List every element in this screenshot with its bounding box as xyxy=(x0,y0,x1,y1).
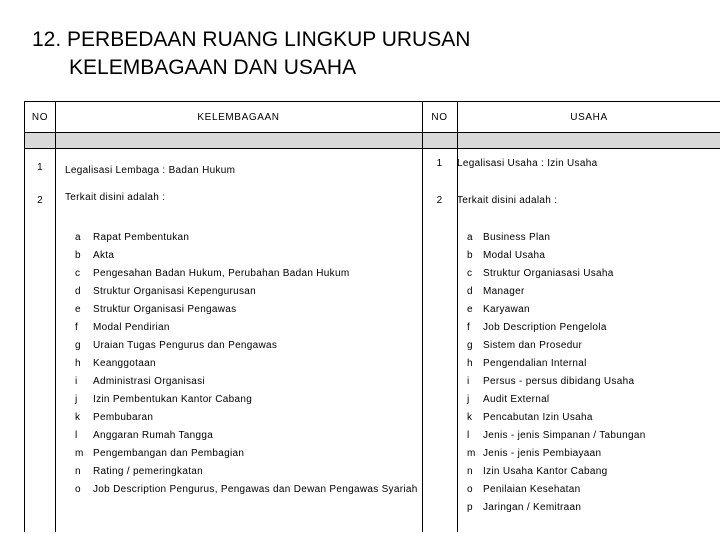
kelembagaan-item-text: Administrasi Organisasi xyxy=(93,376,205,387)
kelembagaan-item-letter: d xyxy=(75,286,81,297)
usaha-item-text: Jenis - jenis Pembiayaan xyxy=(483,448,602,459)
kelembagaan-item-letter: f xyxy=(75,322,79,333)
page-title xyxy=(32,26,470,82)
kelembagaan-item-text: Rating / pemeringkatan xyxy=(93,466,203,477)
usaha-item-letter: p xyxy=(467,502,473,513)
usaha-item-letter: f xyxy=(467,322,471,333)
usaha-item-letter: e xyxy=(467,304,473,315)
kelembagaan-item-letter: k xyxy=(75,412,81,423)
kelembagaan-row-1-no: 1 xyxy=(37,162,43,173)
kelembagaan-item-text: Pengesahan Badan Hukum, Perubahan Badan Hukum xyxy=(93,268,350,279)
kelembagaan-item-letter: i xyxy=(75,376,78,387)
usaha-item-text: Izin Usaha Kantor Cabang xyxy=(483,466,608,477)
header-kelembagaan: KELEMBAGAAN xyxy=(197,112,280,123)
usaha-item-text: Manager xyxy=(483,286,525,297)
kelembagaan-item-letter: m xyxy=(75,448,84,459)
kelembagaan-item-text: Akta xyxy=(93,250,115,261)
title-line-2: KELEMBAGAAN DAN USAHA xyxy=(69,56,357,79)
usaha-item-letter: l xyxy=(467,430,470,441)
usaha-item-text: Business Plan xyxy=(483,232,551,243)
usaha-item-letter: i xyxy=(467,376,470,387)
usaha-item-text: Penilaian Kesehatan xyxy=(483,484,581,495)
usaha-item-text: Persus - persus dibidang Usaha xyxy=(483,376,635,387)
header-no-right: NO xyxy=(431,112,448,123)
usaha-item-letter: h xyxy=(467,358,473,369)
usaha-item-letter: c xyxy=(467,268,473,279)
title-line-1: 12. PERBEDAAN RUANG LINGKUP URUSAN xyxy=(32,28,471,51)
kelembagaan-item-letter: e xyxy=(75,304,81,315)
kelembagaan-item-letter: b xyxy=(75,250,81,261)
kelembagaan-item-text: Keanggotaan xyxy=(93,358,156,369)
kelembagaan-item-letter: h xyxy=(75,358,81,369)
kelembagaan-item-letter: j xyxy=(75,394,78,405)
usaha-row-1-text: Legalisasi Usaha : Izin Usaha xyxy=(457,158,598,169)
usaha-row-1-no: 1 xyxy=(436,158,443,169)
kelembagaan-item-letter: l xyxy=(75,430,78,441)
usaha-item-letter: m xyxy=(467,448,476,459)
usaha-row-2-no: 2 xyxy=(436,195,443,206)
header-no-left: NO xyxy=(31,112,49,123)
comparison-table xyxy=(24,101,720,532)
kelembagaan-item-letter: c xyxy=(75,268,81,279)
kelembagaan-item-text: Modal Pendirian xyxy=(93,322,170,333)
header-separator-band xyxy=(25,132,720,148)
kelembagaan-item-letter: o xyxy=(75,484,81,495)
usaha-item-letter: k xyxy=(467,412,473,423)
usaha-item-letter: j xyxy=(467,394,470,405)
col-divider-no-left xyxy=(55,102,56,532)
header-usaha: USAHA xyxy=(570,112,608,123)
kelembagaan-item-text: Uraian Tugas Pengurus dan Pengawas xyxy=(93,340,278,351)
header-rule xyxy=(25,132,720,133)
kelembagaan-item-text: Anggaran Rumah Tangga xyxy=(93,430,214,441)
kelembagaan-item-text: Struktur Organisasi Kepengurusan xyxy=(93,286,257,297)
kelembagaan-item-letter: n xyxy=(75,466,81,477)
usaha-row-2-text: Terkait disini adalah : xyxy=(457,195,558,206)
kelembagaan-item-letter: g xyxy=(75,340,81,351)
usaha-item-text: Sistem dan Prosedur xyxy=(483,340,583,351)
kelembagaan-item-text: Pengembangan dan Pembagian xyxy=(93,448,245,459)
usaha-item-text: Struktur Organiasasi Usaha xyxy=(483,268,614,279)
kelembagaan-item-text: Job Description Pengurus, Pengawas dan Dewan Pengawas Syariah xyxy=(93,484,418,495)
band-rule xyxy=(25,148,720,149)
kelembagaan-row-2-text: Terkait disini adalah : xyxy=(65,192,166,203)
usaha-item-text: Audit External xyxy=(483,394,550,405)
usaha-item-text: Modal Usaha xyxy=(483,250,546,261)
usaha-item-text: Job Description Pengelola xyxy=(483,322,607,333)
kelembagaan-item-text: Struktur Organisasi Pengawas xyxy=(93,304,237,315)
usaha-item-text: Jenis - jenis Simpanan / Tabungan xyxy=(483,430,646,441)
kelembagaan-row-2-no: 2 xyxy=(37,195,43,206)
kelembagaan-item-text: Pembubaran xyxy=(93,412,154,423)
usaha-item-letter: g xyxy=(467,340,473,351)
usaha-item-letter: o xyxy=(467,484,473,495)
usaha-item-letter: n xyxy=(467,466,473,477)
kelembagaan-item-letter: a xyxy=(75,232,81,243)
kelembagaan-row-1-text: Legalisasi Lembaga : Badan Hukum xyxy=(65,165,236,176)
usaha-item-text: Pencabutan Izin Usaha xyxy=(483,412,593,423)
usaha-item-text: Karyawan xyxy=(483,304,530,315)
usaha-item-letter: a xyxy=(467,232,473,243)
kelembagaan-item-text: Rapat Pembentukan xyxy=(93,232,190,243)
usaha-item-text: Jaringan / Kemitraan xyxy=(483,502,582,513)
usaha-item-text: Pengendalian Internal xyxy=(483,358,587,369)
usaha-item-letter: d xyxy=(467,286,473,297)
usaha-item-letter: b xyxy=(467,250,473,261)
kelembagaan-item-text: Izin Pembentukan Kantor Cabang xyxy=(93,394,253,405)
